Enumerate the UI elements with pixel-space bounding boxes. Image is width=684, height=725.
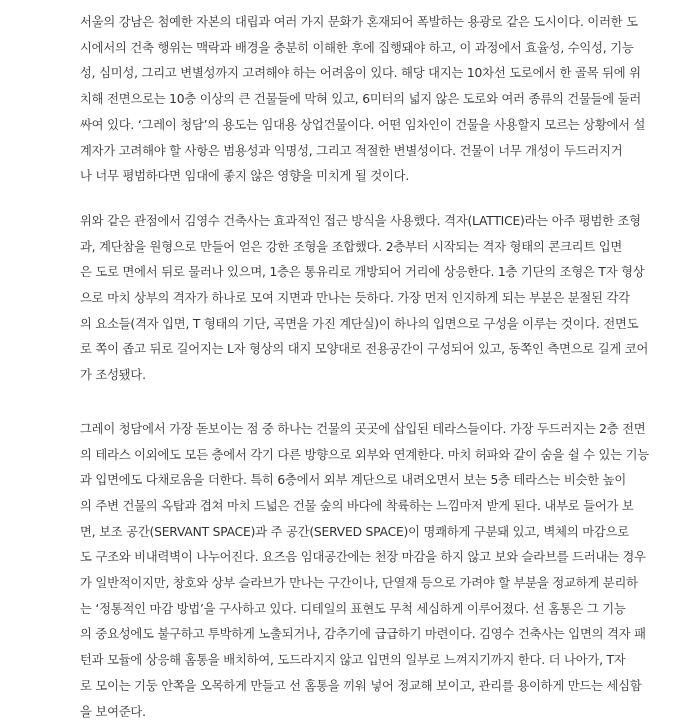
paragraph-spacer <box>80 389 684 417</box>
paragraph-line: 면, 보조 공간(SERVANT SPACE)과 주 공간(SERVED SPACE)이 명쾌하게 구분돼 있고, 벽체의 마감으로 <box>80 524 629 539</box>
paragraph-line: 가 일반적이지만, 창호와 상부 슬라브가 만나는 구간이나, 단열재 등으로 가려야 할 부분을 정교하게 분리하 <box>80 576 638 591</box>
paragraph-line: 계자가 고려해야 할 사항은 범용성과 익명성, 그리고 적절한 변별성이다. 건물이 너무 개성이 두드러지거 <box>80 143 623 158</box>
paragraph-line: 서울의 강남은 첨예한 자본의 대립과 여러 가지 문화가 혼재되어 폭발하는 용광로 같은 도시이다. 이러한 도 <box>80 15 638 29</box>
paragraph-line: 턴과 모듈에 상응해 홈통을 배치하여, 도드라지지 않고 입면의 일부로 느껴지기까지 한다. 더 나아가, T자 <box>80 653 626 668</box>
article-body <box>80 10 684 725</box>
paragraph-3 <box>80 417 684 725</box>
paragraph-line: 을 보여준다. <box>80 704 146 719</box>
paragraph-2 <box>80 209 684 389</box>
paragraph-line: 의 요소들(격자 입면, T 형태의 기단, 곡면을 가진 계단실)이 하나의 입면으로 구성을 이루는 것이다. 전면도 <box>80 316 639 331</box>
paragraph-line: 치해 전면으로는 10층 이상의 큰 건물들에 막혀 있고, 6미터의 넓지 않은 도로와 여러 종류의 건물들에 둘러 <box>80 92 642 107</box>
paragraph-line: 과, 계단참을 원형으로 만들어 얻은 강한 조형을 조합했다. 2층부터 시작되는 격자 형태의 콘크리트 입면 <box>80 239 623 254</box>
paragraph-line: 로 모이는 기둥 안쪽을 오목하게 만들고 선 홈통을 끼워 넣어 정교해 보이고, 관리를 용이하게 만드는 세심함 <box>80 678 642 693</box>
paragraph-line: 은 도로 면에서 뒤로 물러나 있으며, 1층은 통유리로 개방되어 거리에 상응한다. 1층 기단의 조형은 T자 형상 <box>80 265 645 280</box>
paragraph-line: 는 ‘정통적인 마감 방법’을 구사하고 있다. 디테일의 표현도 무척 세심하게 이루어졌다. 선 홈통은 그 기능 <box>80 601 626 616</box>
paragraph-line: 가 조성됐다. <box>80 368 146 383</box>
paragraph-1 <box>80 10 684 190</box>
paragraph-line: 의 중요성에도 불구하고 투박하게 노출되거나, 감추기에 급급하기 마련이다. 김영수 건축사는 입면의 격자 패 <box>80 627 646 642</box>
paragraph-line: 으로 마치 상부의 격자가 하나로 모여 지면과 만나는 듯하다. 가장 먼저 인지하게 되는 부분은 분절된 각각 <box>80 291 630 306</box>
paragraph-line: 도 구조와 비내력벽이 나누어진다. 요즈음 임대공간에는 천장 마감을 하지 않고 보와 슬라브를 드러내는 경우 <box>80 550 646 565</box>
paragraph-line: 의 테라스 이외에도 모든 층에서 각기 다른 방향으로 외부와 연계한다. 마치 허파와 같이 숨을 쉴 수 있는 기능 <box>80 447 649 462</box>
paragraph-line: 로 쪽이 좁고 뒤로 길어지는 L자 형상의 대지 모양대로 전용공간이 구성되어 있고, 동쪽인 측면으로 길게 코어 <box>80 342 649 357</box>
paragraph-line: 위와 같은 관점에서 김영수 건축사는 효과적인 접근 방식을 사용했다. 격자(LATTICE)라는 아주 평범한 조형 <box>80 213 641 228</box>
paragraph-line: 시에서의 건축 행위는 맥락과 배경을 충분히 이해한 후에 집행돼야 하고, 이 과정에서 효율성, 수익성, 기능 <box>80 40 634 55</box>
paragraph-line: 성, 심미성, 그리고 변별성까지 고려해야 하는 어려움이 있다. 해당 대지는 10차선 도로에서 한 골목 뒤에 위 <box>80 66 641 81</box>
paragraph-spacer <box>80 190 684 209</box>
paragraph-line: 과 입면에도 다채로움을 더한다. 특히 6층에서 외부 계단으로 내려오면서 보는 5층 테라스는 비슷한 높이 <box>80 473 627 488</box>
paragraph-line: 그레이 청담에서 가장 돋보이는 점 중 하나는 건물의 곳곳에 삽입된 테라스들이다. 가장 두드러지는 2층 전면 <box>80 421 646 436</box>
paragraph-line: 싸여 있다. ‘그레이 청담’의 용도는 임대용 상업건물이다. 어떤 임차인이 건물을 사용할지 모르는 상황에서 설 <box>80 117 646 132</box>
paragraph-line: 나 너무 평범하다면 임대에 좋지 않은 영향을 미치게 될 것이다. <box>80 169 410 184</box>
paragraph-line: 의 주변 건물의 옥탑과 겹쳐 마치 드넓은 건물 숲의 바다에 착륙하는 느낌마저 받게 된다. 내부로 들어가 보 <box>80 498 634 513</box>
